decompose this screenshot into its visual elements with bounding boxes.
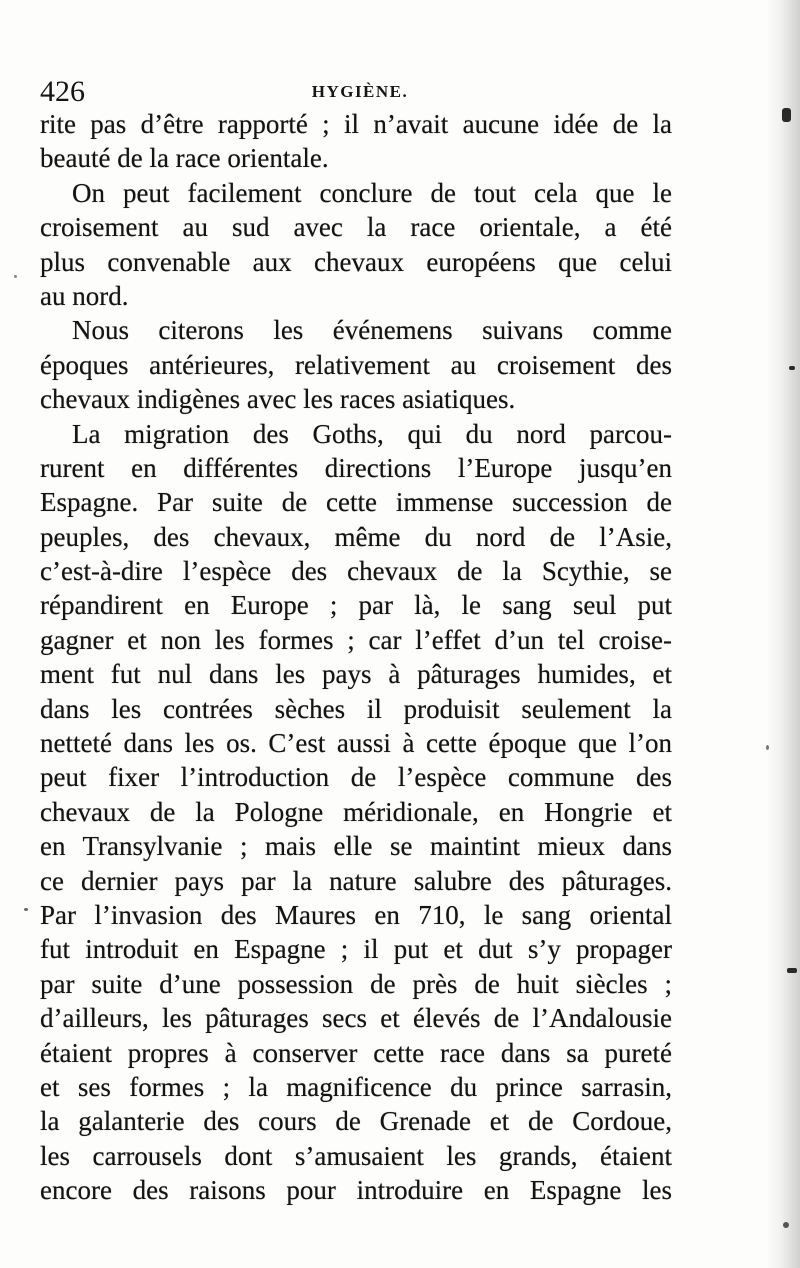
text-line: Espagne. Par suite de cette immense succession de [40,487,672,518]
text-line: gagner et non les formes ; car l’effet d’un tel croise- [40,624,672,655]
text-line: et ses formes ; la magnificence du prince sarrasin, [40,1071,672,1102]
text-line: d’ailleurs, les pâturages secs et élevés de l’Andalousie [40,1003,672,1034]
text-line: ment fut nul dans les pays à pâturages humides, et [40,659,672,690]
text-line: au nord. [40,280,129,311]
text-line: dans les contrées sèches il produisit seulement la [40,693,672,724]
text-line: encore des raisons pour introduire en Espagne les [40,1175,672,1206]
text-line: en Transylvanie ; mais elle se maintint mieux dans [40,831,672,862]
scan-speck [789,366,795,370]
text-line: Par l’invasion des Maures en 710, le sang oriental [40,899,672,930]
page-edge-shadow [766,0,800,1268]
text-line: netteté dans les os. C’est aussi à cette époque que l’on [40,728,672,759]
page-number: 426 [40,75,85,108]
text-line: La migration des Goths, qui du nord parcou- [72,418,672,449]
text-line: croisement au sud avec la race orientale, a été [40,212,672,243]
text-line: chevaux de la Pologne méridionale, en Hongrie et [40,796,672,827]
scan-speck [766,745,769,750]
text-line: époques antérieures, relativement au croisement des [40,349,672,380]
text-line: Nous citerons les événemens suivans comme [72,315,672,346]
text-line: On peut facilement conclure de tout cela que le [72,177,672,208]
text-line: peut fixer l’introduction de l’espèce commune des [40,762,672,793]
text-line: c’est-à-dire l’espèce des chevaux de la Scythie, se [40,556,672,587]
text-line: chevaux indigènes avec les races asiatiques. [40,384,516,415]
scan-speck [787,968,797,973]
text-line: répandirent en Europe ; par là, le sang seul put [40,590,672,621]
text-line: la galanterie des cours de Grenade et de Cordoue, [40,1106,672,1137]
scan-speck [783,1222,789,1228]
text-line: fut introduit en Espagne ; il put et dut s’y propager [40,934,672,965]
scan-speck [782,108,791,122]
text-line: rite pas d’être rapporté ; il n’avait aucune idée de la [40,109,672,139]
text-line: par suite d’une possession de près de huit siècles ; [40,968,672,999]
text-line: ce dernier pays par la nature salubre des pâturages. [40,865,672,896]
scan-speck [14,275,17,278]
text-line: beauté de la race orientale. [40,143,329,174]
text-line: rurent en différentes directions l’Europe jusqu’en [40,452,672,483]
text-line: étaient propres à conserver cette race dans sa pureté [40,1037,672,1068]
text-line: peuples, des chevaux, même du nord de l’Asie, [40,521,672,552]
text-line: plus convenable aux chevaux européens que celui [40,246,672,277]
body-text [40,107,672,1208]
scan-speck [24,908,28,911]
running-head: HYGIÈNE. [311,82,409,101]
page-header [40,74,680,110]
text-line: les carrousels dont s’amusaient les grands, étaient [40,1140,672,1171]
